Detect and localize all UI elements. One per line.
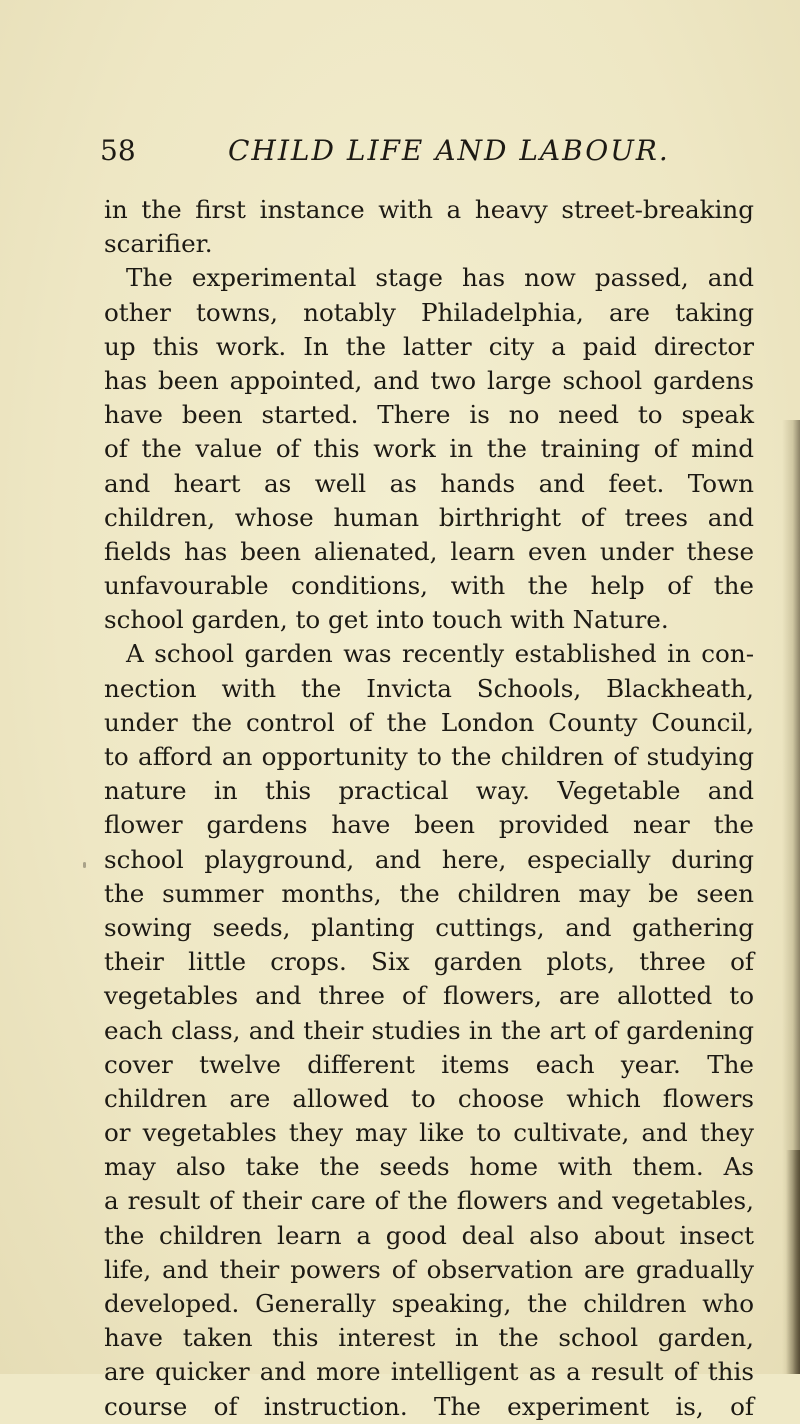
text-line: are quicker and more intelligent as a result of this	[104, 1357, 754, 1387]
ink-speck	[83, 862, 86, 868]
text-line: and heart as well as hands and feet. Town	[104, 468, 754, 498]
text-line: up this work. In the latter city a paid director	[104, 331, 754, 361]
text-line: a result of their care of the flowers and vegetables,	[104, 1186, 754, 1216]
text-line: of the value of this work in the training of mind	[104, 434, 754, 464]
text-line: life, and their powers of observation are gradually	[104, 1254, 754, 1284]
running-head: CHILD LIFE AND LABOUR.	[228, 134, 670, 167]
paragraph-start-line: The experimental stage has now passed, and	[126, 263, 754, 293]
text-line: have been started. There is no need to speak	[104, 400, 754, 430]
text-line: unfavourable conditions, with the help of the	[104, 571, 754, 601]
paragraph-start-line: A school garden was recently established in con-	[126, 639, 754, 669]
text-line: course of instruction. The experiment is, of	[104, 1391, 754, 1421]
text-line: fields has been alienated, learn even under these	[104, 536, 754, 566]
text-line: have taken this interest in the school garden,	[104, 1323, 754, 1353]
text-line: may also take the seeds home with them. As	[104, 1152, 754, 1182]
text-line: flower gardens have been provided near the	[104, 810, 754, 840]
text-line: school playground, and here, especially during	[104, 844, 754, 874]
text-line: in the first instance with a heavy street-breaking	[104, 195, 754, 224]
text-line: the children learn a good deal also about insect	[104, 1220, 754, 1250]
text-line: has been appointed, and two large school gardens	[104, 365, 754, 395]
text-line: nection with the Invicta Schools, Blackheath,	[104, 673, 754, 703]
text-line: school garden, to get into touch with Nature.	[104, 605, 669, 635]
text-line: other towns, notably Philadelphia, are taking	[104, 297, 754, 327]
text-line: developed. Generally speaking, the children who	[104, 1289, 754, 1318]
text-line: the summer months, the children may be seen	[104, 878, 754, 908]
text-line: or vegetables they may like to cultivate, and they	[104, 1118, 754, 1148]
text-line: sowing seeds, planting cuttings, and gathering	[104, 912, 754, 942]
text-line: under the control of the London County Council,	[104, 707, 754, 737]
text-line: vegetables and three of flowers, are allotted to	[104, 981, 754, 1011]
text-line: to afford an opportunity to the children of studying	[104, 742, 754, 771]
page-edge-shadow-lower	[786, 1150, 800, 1374]
body-text	[104, 193, 754, 1424]
text-line: cover twelve different items each year. The	[104, 1049, 754, 1079]
text-line: children are allowed to choose which flowers	[104, 1083, 754, 1113]
page-header	[100, 134, 740, 174]
text-line: scarifier.	[104, 229, 213, 259]
text-line: children, whose human birthright of trees and	[104, 502, 754, 532]
text-line: each class, and their studies in the art of gardening	[104, 1015, 754, 1045]
page-number: 58	[100, 134, 136, 167]
text-line: their little crops. Six garden plots, three of	[104, 947, 754, 977]
text-line: nature in this practical way. Vegetable and	[104, 776, 754, 806]
